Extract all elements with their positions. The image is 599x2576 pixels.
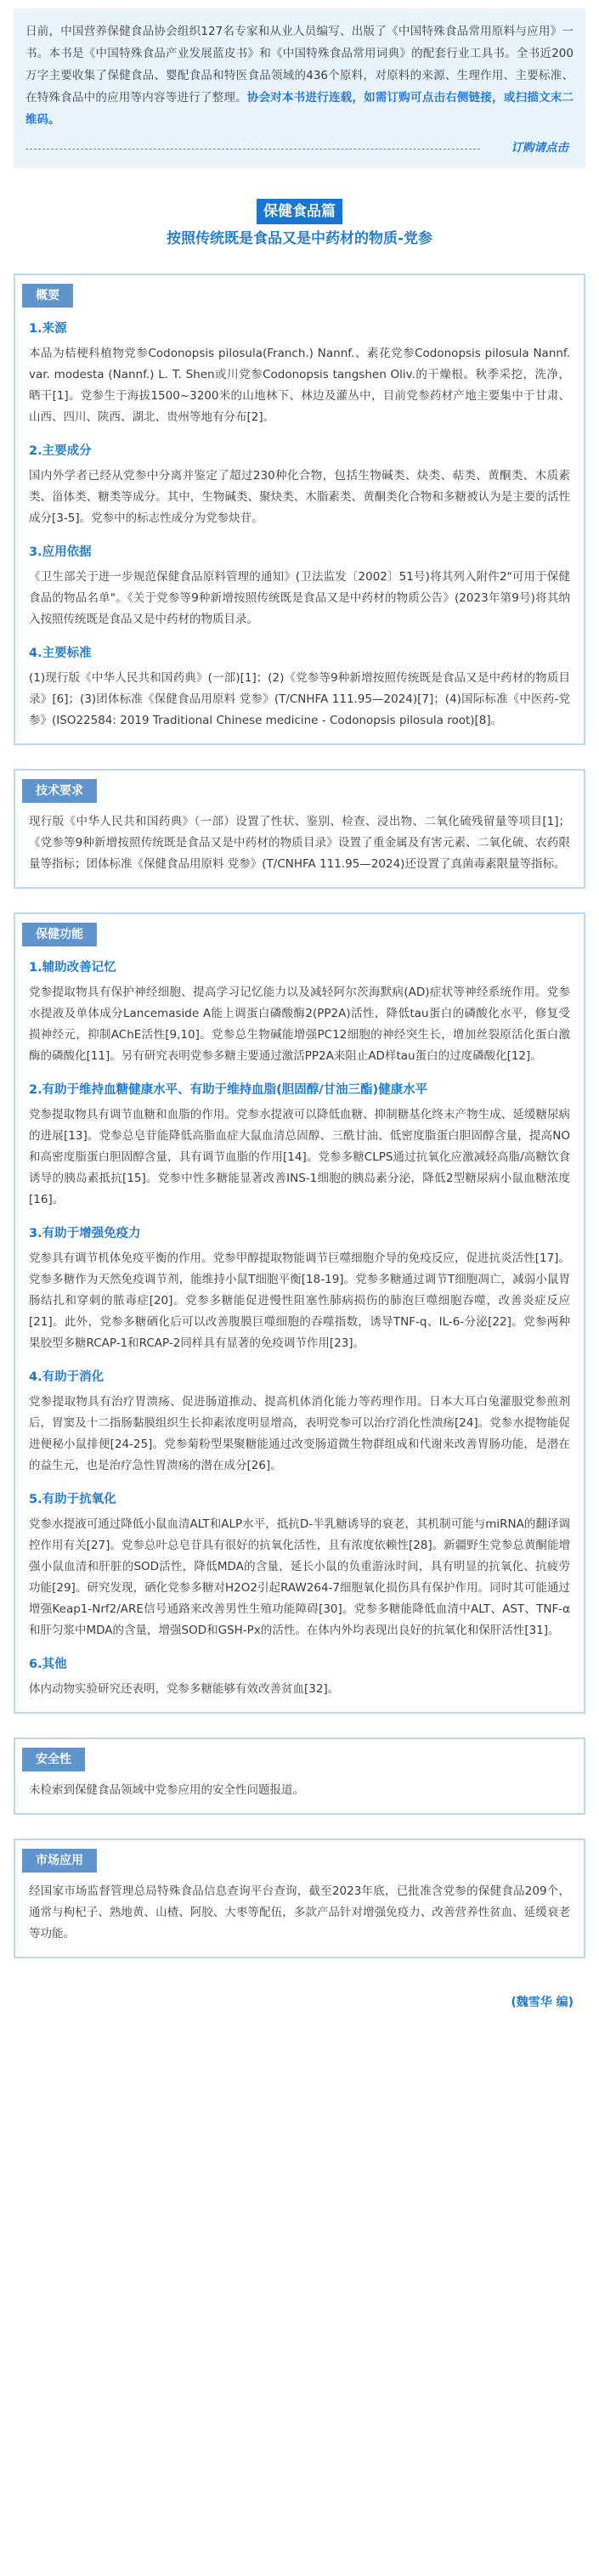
subsection-text: 国内外学者已经从党参中分离并鉴定了超过230种化合物，包括生物碱类、炔类、萜类、黄酮类、木质素类、甾体类、糖类等成分。其中，生物碱类、聚炔类、木脂素类、黄酮类化合物和多糖被认为是主要的活性成分[3-5]。党参中的标志性成分为党参炔苷。	[29, 469, 570, 525]
order-divider	[25, 149, 480, 150]
subsection-heading: 1.来源	[29, 322, 67, 336]
subsection-standards	[29, 641, 570, 732]
subsection-heading: 4.有助于消化	[29, 1370, 105, 1384]
subsection-text: 党参提取物具有治疗胃溃疡、促进肠道推动、提高机体消化能力等药理作用。日本大耳白兔灌服党参煎剂后，胃窦及十二指肠黏膜组织生长抑素浓度明显增高，表明党参可以治疗消化性溃疡[24]。党参水提物能促进便秘小鼠排便[24-25]。党参菊粉型果聚糖能通过改变肠道微生物群组成和代谢来改善胃肠功能，是潜在的益生元，也是治疗急性胃溃疡的潜在成分[26]。	[29, 1395, 570, 1472]
section-text: 现行版《中华人民共和国药典》（一部）设置了性状、鉴别、检查、浸出物、二氧化硫残留量等项目[1]；《党参等9种新增按照传统既是食品又是中药材的物质目录》设置了重金属及有害元素、二氧化硫、农药限量等指标；团体标准《保健食品用原料 党参》(T/CNHFA 111.95—2024)还设置了真菌毒素限量等指标。	[29, 815, 570, 871]
section-safety	[14, 1737, 585, 1815]
subsection-basis	[29, 539, 570, 630]
subsection-heading: 2.有助于维持血糖健康水平、有助于维持血脂(胆固醇/甘油三酯)健康水平	[29, 1083, 428, 1097]
subsection-other	[29, 1652, 570, 1700]
subsection-heading: 3.有助于增强免疫力	[29, 1227, 141, 1240]
intro-text: 日前，中国营养保健食品协会组织127名专家和从业人员编写、出版了《中国特殊食品常用原料与应用》一书。本书是《中国特殊食品产业发展蓝皮书》和《中国特殊食品常用词典》的配套行业工具书。全书近200万字主要收集了保健食品、婴配食品和特医食品领域的436个原料，对原料的来源、生理作用、主要标准、在特殊食品中的应用等内容等进行了整理。	[25, 25, 574, 105]
subsection-source	[29, 316, 570, 428]
title-sub: 按照传统既是食品又是中药材的物质-党参	[166, 230, 433, 247]
subsection-text: 体内动物实验研究还表明，党参多糖能够有效改善贫血[32]。	[29, 1682, 340, 1696]
section-tag-function: 保健功能	[22, 923, 97, 946]
subsection-text: 《卫生部关于进一步规范保健食品原料管理的通知》(卫法监发〔2002〕51号)将其列入附件2"可用于保健食品的物品名单"。《关于党参等9种新增按照传统既是食品又是中药材的物质公告》(2023年第9号)将其纳入按照传统既是食品又是中药材的物质目录。	[29, 570, 570, 626]
subsection-heading: 6.其他	[29, 1658, 67, 1671]
subsection-heading: 1.辅助改善记忆	[29, 961, 116, 974]
title-main: 保健食品篇	[257, 199, 342, 224]
subsection-heading: 2.主要成分	[29, 444, 92, 458]
subsection-text: 党参水提液可通过降低小鼠血清ALT和ALP水平，抵抗D-半乳糖诱导的衰老，其机制可能与miRNA的翻译调控作用有关[27]。党参总叶总皂苷具有很好的抗氧化活性，且有浓度依赖性[28]。新疆野生党参总黄酮能增强小鼠血清和肝脏的SOD活性，降低MDA的含量，延长小鼠的负重游泳时间，具有明显的抗氧化、抗疲劳功能[29]。研究发现，硒化党参多糖对H2O2引起RAW264-7细胞氧化损伤具有保护作用。同时其可能通过增强Keap1-Nrf2/ARE信号通路来改善男性生殖功能障碍[30]。党参多糖能降低血清中ALT、AST、TNF-α和肝匀浆中MDA的含量，增强SOD和GSH-Px的活性。在体内外均表现出良好的抗氧化和保肝活性[31]。	[29, 1517, 570, 1637]
order-link[interactable]: 订购请点击	[511, 141, 568, 155]
order-row	[25, 138, 574, 160]
section-market	[14, 1839, 585, 1958]
subsection-antioxidant	[29, 1487, 570, 1641]
intro-paragraph	[25, 20, 574, 131]
subsection-heading: 4.主要标准	[29, 647, 92, 660]
section-text: 未检索到保健食品领域中党参应用的安全性问题报道。	[29, 1783, 304, 1797]
subsection-text: 本品为桔梗科植物党参Codonopsis pilosula(Franch.) Nannf.、素花党参Codonopsis pilosula Nannf. var. modesta (Nannf.) L. T. Shen或川党参Codonopsis tangshen Oliv.的干燥根。秋季采挖，洗净，晒干[1]。党参生于海拔1500~3200米的山地林下、林边及灌丛中，目前党参药材产地主要集中于甘肃、山西、四川、陕西、湖北、贵州等地有分布[2]。	[29, 347, 570, 424]
section-tag-market: 市场应用	[22, 1849, 97, 1873]
subsection-text: 党参提取物具有调节血糖和血脂的作用。党参水提液可以降低血糖、抑制糖基化终末产物生成、延缓糖尿病的进展[13]。党参总皂苷能降低高脂血症大鼠血清总固醇、三酰甘油、低密度脂蛋白胆固醇含量，提高NO和高密度脂蛋白胆固醇含量，具有调节血脂的作用[14]。党参多糖CLPS通过抗氧化应激减轻高脂/高糖饮食诱导的胰岛素抵抗[15]。党参中性多糖能显著改善INS-1细胞的胰岛素分泌，降低2型糖尿病小鼠血糖浓度[16]。	[29, 1108, 570, 1206]
subsection-memory	[29, 955, 570, 1067]
intro-box	[14, 8, 585, 168]
subsection-components	[29, 438, 570, 529]
subsection-text: 党参提取物具有保护神经细胞、提高学习记忆能力以及减轻阿尔茨海默病(AD)症状等神经系统作用。党参水提液及单体成分Lancemaside A能上调蛋白磷酸酶2(PP2A)活性，降低tau蛋白的磷酸化水平，修复受损神经元，抑制AChE活性[9,10]。党参总生物碱能增强PC12细胞的神经突生长，增加丝裂原活化蛋白激酶的磷酸化[11]。另有研究表明党参多糖主要通过激活PP2A来阻止AD样tau蛋白的过度磷酸化[12]。	[29, 986, 570, 1063]
section-function	[14, 912, 585, 1714]
section-overview	[14, 274, 585, 745]
section-text: 经国家市场监督管理总局特殊食品信息查询平台查询，截至2023年底，已批准含党参的保健食品209个，通常与枸杞子、熟地黄、山楂、阿胶、大枣等配伍，多款产品针对增强免疫力、改善营养性贫血、延缓衰老等功能。	[29, 1884, 570, 1940]
subsection-immunity	[29, 1221, 570, 1354]
author-signature: (魏雪华 编)	[511, 1996, 574, 2009]
subsection-text: (1)现行版《中华人民共和国药典》(一部)[1]；(2)《党参等9种新增按照传统既是食品又是中药材的物质目录》[6]；(3)团体标准《保健食品用原料 党参》(T/CNHFA 111.95—2024)[7]；(4)国际标准《中医药-党参》(ISO22584: 2019 Traditional Chinese medicine - Codonopsis pilosula root)[8]。	[29, 671, 570, 727]
section-tag-safety: 安全性	[22, 1748, 85, 1771]
section-tag-overview: 概要	[22, 284, 73, 308]
subsection-digestion	[29, 1364, 570, 1477]
subsection-text: 党参具有调节机体免疫平衡的作用。党参甲醇提取物能调节巨噬细胞介导的免疫反应，促进抗炎活性[17]。党参多糖作为天然免疫调节剂，能维持小鼠T细胞平衡[18-19]。党参多糖通过调节T细胞凋亡，减弱小鼠胃肠结扎和穿刺的脓毒症[20]。党参多糖能促进慢性阻塞性肺病损伤的肺泡巨噬细胞吞噬，改善炎症反应[21]。此外，党参多糖硒化后可以改善腹膜巨噬细胞的吞噬指数，诱导TNF-q、IL-6-分泌[22]。党参两种果胶型多糖RCAP-1和RCAP-2同样具有显著的免疫调节作用[23]。	[29, 1251, 570, 1350]
section-tag-tech: 技术要求	[22, 779, 97, 803]
subsection-heading: 5.有助于抗氧化	[29, 1493, 116, 1506]
article	[0, 8, 599, 2014]
intro-highlight: 协会对本书进行连载，如需订购可点击右侧链接，或扫描文末二维码。	[25, 91, 574, 127]
subsection-heading: 3.应用依据	[29, 545, 92, 559]
section-tech	[14, 769, 585, 889]
article-title	[14, 199, 585, 250]
subsection-glucose-lipid	[29, 1077, 570, 1211]
